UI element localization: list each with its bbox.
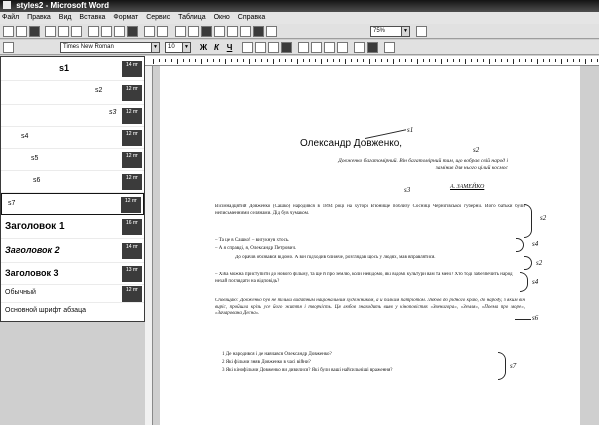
formatting-toolbar bbox=[0, 40, 599, 55]
ruler-tick bbox=[345, 59, 346, 64]
increase-indent-icon[interactable] bbox=[337, 42, 348, 53]
ruler-tick bbox=[489, 59, 490, 64]
annotation-s7: s7 bbox=[510, 362, 517, 370]
ruler-tick bbox=[441, 59, 442, 64]
style-item[interactable] bbox=[1, 215, 144, 239]
zoom-select[interactable] bbox=[370, 26, 410, 37]
menu-format[interactable]: Формат bbox=[113, 14, 139, 21]
style-item[interactable] bbox=[1, 303, 144, 321]
document-page[interactable] bbox=[160, 66, 580, 425]
style-label: s5 bbox=[31, 155, 39, 162]
spelling-icon[interactable] bbox=[71, 26, 82, 37]
cut-icon[interactable] bbox=[88, 26, 99, 37]
ruler-tick bbox=[201, 59, 202, 64]
annotation-brace bbox=[520, 272, 528, 292]
italic-button[interactable]: К bbox=[214, 43, 219, 52]
ruler-tick bbox=[561, 59, 562, 64]
ruler-tick bbox=[501, 59, 502, 62]
menu-bar bbox=[0, 12, 599, 24]
ruler-tick bbox=[171, 59, 172, 62]
style-size-badge: 14 пт bbox=[122, 61, 142, 77]
ruler-tick bbox=[207, 59, 208, 62]
ruler-tick bbox=[369, 59, 370, 64]
question-item: 1 Де народився і де навчався Олександр Довженко? bbox=[222, 352, 332, 357]
decrease-indent-icon[interactable] bbox=[324, 42, 335, 53]
epigraph-author: А. ЗАМЕЙКО bbox=[450, 184, 485, 190]
ruler-tick bbox=[477, 59, 478, 62]
style-label: Основной шрифт абзаца bbox=[5, 307, 86, 314]
ruler-tick bbox=[315, 59, 316, 62]
horizontal-ruler[interactable] bbox=[145, 56, 599, 66]
bullets-icon[interactable] bbox=[311, 42, 322, 53]
ruler-tick bbox=[381, 59, 382, 62]
ruler-tick bbox=[399, 59, 400, 62]
ruler-tick bbox=[531, 59, 532, 62]
annotation-s4: s4 bbox=[532, 240, 539, 248]
ruler-tick bbox=[183, 59, 184, 62]
style-size-badge: 12 пт bbox=[122, 174, 142, 190]
ruler-tick bbox=[237, 59, 238, 62]
style-size-badge: 14 пт bbox=[122, 243, 142, 259]
tables-borders-icon[interactable] bbox=[188, 26, 199, 37]
align-right-icon[interactable] bbox=[268, 42, 279, 53]
word-app-icon[interactable] bbox=[3, 1, 11, 9]
menu-window[interactable]: Окно bbox=[213, 14, 230, 21]
ruler-tick bbox=[459, 59, 460, 62]
annotation-brace bbox=[524, 256, 532, 270]
ruler-tick bbox=[255, 59, 256, 62]
ruler-tick bbox=[219, 59, 220, 62]
font-size-select[interactable] bbox=[165, 42, 191, 53]
font-name-select[interactable] bbox=[60, 42, 160, 53]
vertical-ruler[interactable] bbox=[145, 66, 153, 425]
ruler-tick bbox=[405, 59, 406, 62]
style-size-badge: 12 пт bbox=[122, 286, 142, 302]
ruler-tick bbox=[291, 59, 292, 62]
style-label: Заголовок 1 bbox=[5, 221, 65, 232]
ruler-tick bbox=[321, 59, 322, 64]
document-map-icon[interactable] bbox=[253, 26, 264, 37]
ruler-tick bbox=[153, 59, 154, 64]
ruler-tick bbox=[447, 59, 448, 62]
style-item[interactable] bbox=[1, 285, 144, 303]
ruler-tick bbox=[507, 59, 508, 62]
menu-view[interactable]: Вид bbox=[58, 14, 72, 21]
style-item[interactable] bbox=[1, 105, 144, 127]
style-size-badge: 16 пт bbox=[122, 219, 142, 235]
columns-icon[interactable] bbox=[227, 26, 238, 37]
ruler-tick bbox=[273, 59, 274, 64]
ruler-tick bbox=[579, 59, 580, 62]
ruler-tick bbox=[195, 59, 196, 62]
body-paragraph: Вісімнадцятий Довженко (Сашко) народився в 1894 році на хуторі В'юнище поблизу Сосниці Чернігівської губернії. Його батьки були неписьменними селянами. Дід був чумаком. bbox=[215, 204, 525, 216]
show-hide-icon[interactable] bbox=[266, 26, 277, 37]
align-left-icon[interactable] bbox=[242, 42, 253, 53]
style-item[interactable] bbox=[1, 57, 144, 81]
ruler-tick bbox=[519, 59, 520, 62]
ruler-tick bbox=[543, 59, 544, 62]
body-paragraph: До орачів обізвався відомо. А він підходив ближче, розглядав щось у людях, мав вправлятися. bbox=[235, 255, 436, 260]
ruler-tick bbox=[249, 59, 250, 64]
style-size-badge: 12 пт bbox=[122, 130, 142, 146]
copy-icon[interactable] bbox=[101, 26, 112, 37]
style-size-badge: 12 пт bbox=[122, 108, 142, 124]
ruler-tick bbox=[231, 59, 232, 62]
style-label: s3 bbox=[109, 109, 117, 116]
font-size-value: 10 bbox=[168, 44, 175, 50]
style-label: s7 bbox=[8, 200, 16, 207]
style-item-selected[interactable] bbox=[1, 193, 144, 215]
annotation-s2-body: s2 bbox=[540, 214, 547, 222]
ruler-tick bbox=[375, 59, 376, 62]
justify-icon[interactable] bbox=[281, 42, 292, 53]
style-label: s6 bbox=[33, 177, 41, 184]
font-color-icon[interactable] bbox=[384, 42, 395, 53]
style-label: Заголовок 3 bbox=[5, 268, 59, 278]
annotation-s6: s6 bbox=[532, 314, 539, 322]
style-size-badge: 12 пт bbox=[122, 152, 142, 168]
ruler-tick bbox=[429, 59, 430, 62]
style-item[interactable] bbox=[1, 239, 144, 263]
save-icon[interactable] bbox=[29, 26, 40, 37]
ruler-tick bbox=[555, 59, 556, 62]
ruler-tick bbox=[393, 59, 394, 64]
ruler-tick bbox=[357, 59, 358, 62]
style-label: s2 bbox=[95, 87, 103, 94]
style-list-panel[interactable] bbox=[0, 56, 145, 322]
styles-icon[interactable] bbox=[3, 42, 14, 53]
ruler-tick bbox=[549, 59, 550, 62]
underline-button[interactable]: Ч bbox=[226, 43, 233, 52]
dialog-line: – А я справді, я, Олександр Петрович. bbox=[215, 246, 297, 251]
bold-button[interactable]: Ж bbox=[199, 43, 208, 52]
ruler-tick bbox=[159, 59, 160, 62]
annotation-s3: s3 bbox=[404, 186, 411, 194]
ruler-tick bbox=[465, 59, 466, 64]
help-icon[interactable] bbox=[416, 26, 427, 37]
ruler-tick bbox=[279, 59, 280, 62]
annotation-brace bbox=[524, 204, 532, 238]
style-size-badge: 12 пт bbox=[121, 197, 141, 213]
ruler-tick bbox=[213, 59, 214, 62]
ruler-tick bbox=[333, 59, 334, 62]
align-center-icon[interactable] bbox=[255, 42, 266, 53]
ruler-tick bbox=[453, 59, 454, 62]
ruler-tick bbox=[483, 59, 484, 62]
annotation-s1: s1 bbox=[407, 126, 414, 134]
ruler-tick bbox=[363, 59, 364, 62]
ruler-tick bbox=[525, 59, 526, 62]
epigraph: Довженко багатомірний. Він багатомірний тим, що вобрав свій народ і замінив для нього цілий космос bbox=[338, 158, 508, 171]
style-item[interactable] bbox=[1, 263, 144, 285]
annotation-arrow bbox=[515, 319, 531, 320]
chevron-down-icon[interactable]: ▼ bbox=[182, 43, 190, 52]
dialog-line: – Хіба можна приступити до нового фільму, та ще й про землю, коли невідомо, які відомі культури вам та мені? Хто тоді забезпечить народ нехай поглядати на відповідь? bbox=[215, 272, 513, 284]
style-label: Заголовок 2 bbox=[5, 245, 60, 255]
open-folder-icon[interactable] bbox=[16, 26, 27, 37]
redo-icon[interactable] bbox=[157, 26, 168, 37]
outside-border-icon[interactable] bbox=[354, 42, 365, 53]
style-item[interactable] bbox=[1, 149, 144, 171]
ruler-tick bbox=[243, 59, 244, 62]
ruler-tick bbox=[327, 59, 328, 62]
ruler-tick bbox=[591, 59, 592, 62]
ruler-tick bbox=[285, 59, 286, 62]
ruler-tick bbox=[597, 59, 598, 62]
ruler-tick bbox=[177, 59, 178, 64]
zoom-value: 75% bbox=[373, 28, 386, 34]
ruler-tick bbox=[471, 59, 472, 62]
numbering-icon[interactable] bbox=[298, 42, 309, 53]
ruler-tick bbox=[387, 59, 388, 62]
ruler-tick bbox=[411, 59, 412, 62]
highlight-icon[interactable] bbox=[367, 42, 378, 53]
chevron-down-icon[interactable]: ▼ bbox=[401, 27, 409, 36]
chevron-down-icon[interactable]: ▼ bbox=[151, 43, 159, 52]
print-preview-icon[interactable] bbox=[58, 26, 69, 37]
window-title: styles2 - Microsoft Word bbox=[16, 1, 109, 10]
ruler-tick bbox=[225, 59, 226, 64]
annotation-s4-dialog: s4 bbox=[532, 278, 539, 286]
style-size-badge: 12 пт bbox=[122, 85, 142, 101]
style-item[interactable] bbox=[1, 127, 144, 149]
drawing-icon[interactable] bbox=[240, 26, 251, 37]
ruler-tick bbox=[189, 59, 190, 62]
ruler-tick bbox=[585, 59, 586, 64]
menu-tools[interactable]: Сервис bbox=[146, 14, 171, 21]
format-painter-icon[interactable] bbox=[127, 26, 138, 37]
menu-edit[interactable]: Правка bbox=[27, 14, 51, 21]
ruler-tick bbox=[303, 59, 304, 62]
standard-toolbar bbox=[0, 24, 599, 39]
ruler-tick bbox=[573, 59, 574, 62]
ruler-tick bbox=[261, 59, 262, 62]
ruler-tick bbox=[513, 59, 514, 64]
new-document-icon[interactable] bbox=[3, 26, 14, 37]
style-size-badge: 13 пт bbox=[122, 266, 142, 282]
ruler-tick bbox=[339, 59, 340, 62]
ruler-tick bbox=[417, 59, 418, 64]
question-item: 3 Які кінофільми Довженко ви дивилися? Які були ваші найсильніші враження? bbox=[222, 368, 393, 373]
annotation-s2: s2 bbox=[473, 146, 480, 154]
menu-table[interactable]: Таблица bbox=[178, 14, 206, 21]
annotation-brace bbox=[498, 352, 506, 380]
ruler-tick bbox=[309, 59, 310, 62]
ruler-tick bbox=[435, 59, 436, 62]
ruler-tick bbox=[567, 59, 568, 62]
annotation-s2-para: s2 bbox=[536, 259, 543, 267]
insert-table-icon[interactable] bbox=[201, 26, 212, 37]
italic-paragraph: Сповіщаю: Довженко був не тільки видатним національним художником, а й палким патріотом. Любов до рідного краю, до народу, з яким він виріс, пройшла крізь усе його життя і творчість. Ця любов знаходить вияв у кіноповістях «Звенигора», «Земля», «Поема про море», «Зачарована Десна». bbox=[215, 298, 525, 316]
ruler-tick bbox=[537, 59, 538, 64]
menu-file[interactable]: Файл bbox=[2, 14, 20, 21]
ruler-tick bbox=[423, 59, 424, 62]
ruler-tick bbox=[495, 59, 496, 62]
annotation-brace bbox=[516, 238, 524, 252]
ruler-tick bbox=[165, 59, 166, 62]
style-label: Обычный bbox=[5, 289, 36, 296]
ruler-tick bbox=[297, 59, 298, 64]
question-item: 2 Які фільми зняв Довженко в часі війни? bbox=[222, 360, 311, 365]
menu-insert[interactable]: Вставка bbox=[79, 14, 106, 21]
title-bar bbox=[0, 0, 599, 12]
dialog-line: – Та це в Сашко! – вигукнув хтось. bbox=[215, 238, 290, 243]
ruler-tick bbox=[351, 59, 352, 62]
insert-excel-icon[interactable] bbox=[214, 26, 225, 37]
print-icon[interactable] bbox=[45, 26, 56, 37]
paste-icon[interactable] bbox=[114, 26, 125, 37]
undo-icon[interactable] bbox=[144, 26, 155, 37]
hyperlink-icon[interactable] bbox=[175, 26, 186, 37]
ruler-tick bbox=[267, 59, 268, 62]
author-heading: Олександр Довженко, bbox=[300, 138, 403, 149]
menu-help[interactable]: Справка bbox=[237, 14, 266, 21]
style-item[interactable] bbox=[1, 81, 144, 105]
style-label: s4 bbox=[21, 133, 29, 140]
style-item[interactable] bbox=[1, 171, 144, 193]
style-label: s1 bbox=[59, 63, 70, 73]
font-name-value: Times New Roman bbox=[63, 44, 114, 50]
